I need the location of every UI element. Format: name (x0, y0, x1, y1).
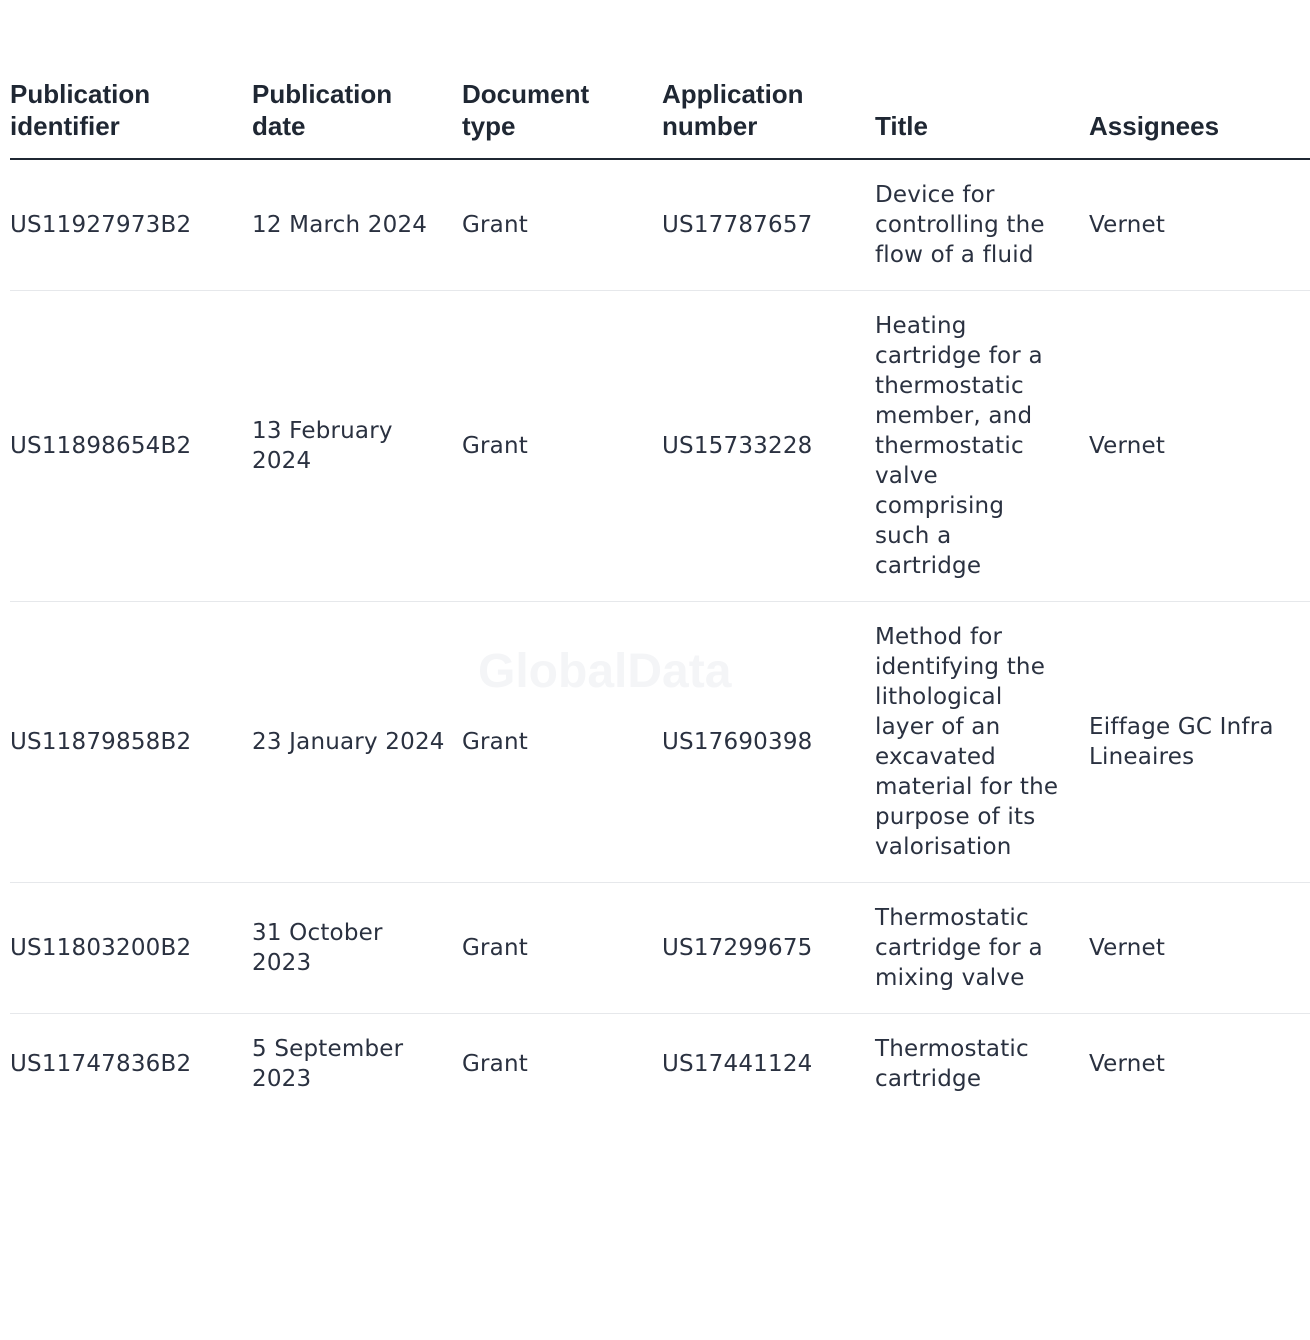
cell-document-type: Grant (462, 883, 662, 1014)
cell-title: Thermostatic cartridge for a mixing valve (875, 883, 1089, 1014)
cell-publication-date: 12 March 2024 (252, 159, 462, 291)
cell-application-number: US17690398 (662, 602, 875, 883)
cell-publication-date: 13 February 2024 (252, 291, 462, 602)
header-application-number: Application number (662, 76, 875, 159)
watermark: GlobalData (478, 645, 732, 698)
header-title: Title (875, 76, 1089, 159)
cell-document-type: Grant (462, 291, 662, 602)
header-document-type: Document type (462, 76, 662, 159)
cell-application-number: US17441124 (662, 1051, 813, 1077)
cell-title: Device for controlling the flow of a fluid (875, 159, 1089, 291)
table-row (10, 602, 1310, 883)
cell-publication-identifier: US11879858B2 (10, 602, 252, 883)
cell-publication-date: 5 September 2023 (252, 1036, 404, 1092)
cell-document-type: Grant (462, 159, 662, 291)
cell-assignees: Vernet (1089, 159, 1310, 291)
cell-publication-identifier: US11803200B2 (10, 883, 252, 1014)
cell-document-type: Grant (462, 1051, 528, 1077)
header-publication-date: Publication date (252, 76, 462, 159)
table-header-row (10, 76, 1310, 159)
header-publication-identifier: Publication identifier (10, 76, 252, 159)
table-row (10, 1014, 1310, 1115)
patent-table-container[interactable] (10, 76, 1274, 1114)
cell-assignees: Vernet (1089, 883, 1310, 1014)
cell-publication-identifier: US11898654B2 (10, 291, 252, 602)
cell-assignees: Vernet (1089, 291, 1310, 602)
cell-publication-date: 23 January 2024 (252, 602, 462, 883)
cell-document-type: Grant (462, 602, 662, 883)
cell-application-number: US15733228 (662, 291, 875, 602)
cell-application-number: US17787657 (662, 159, 875, 291)
patent-table (10, 76, 1310, 1114)
cell-title: Thermostatic cartridge (875, 1036, 1029, 1092)
cell-application-number: US17299675 (662, 883, 875, 1014)
table-row (10, 159, 1310, 291)
table-row (10, 883, 1310, 1014)
cell-publication-identifier: US11747836B2 (10, 1051, 192, 1077)
cell-title: Heating cartridge for a thermostatic member, and thermostatic valve comprising such a cartridge (875, 291, 1089, 602)
header-assignees: Assignees (1089, 76, 1310, 159)
cell-title: Method for identifying the lithological layer of an excavated material for the purpose of its valorisation (875, 602, 1089, 883)
table-row (10, 291, 1310, 602)
cell-publication-identifier: US11927973B2 (10, 159, 252, 291)
cell-assignees: Vernet (1089, 1051, 1166, 1077)
cell-assignees: Eiffage GC Infra Lineaires (1089, 602, 1310, 883)
cell-publication-date: 31 October 2023 (252, 883, 462, 1014)
